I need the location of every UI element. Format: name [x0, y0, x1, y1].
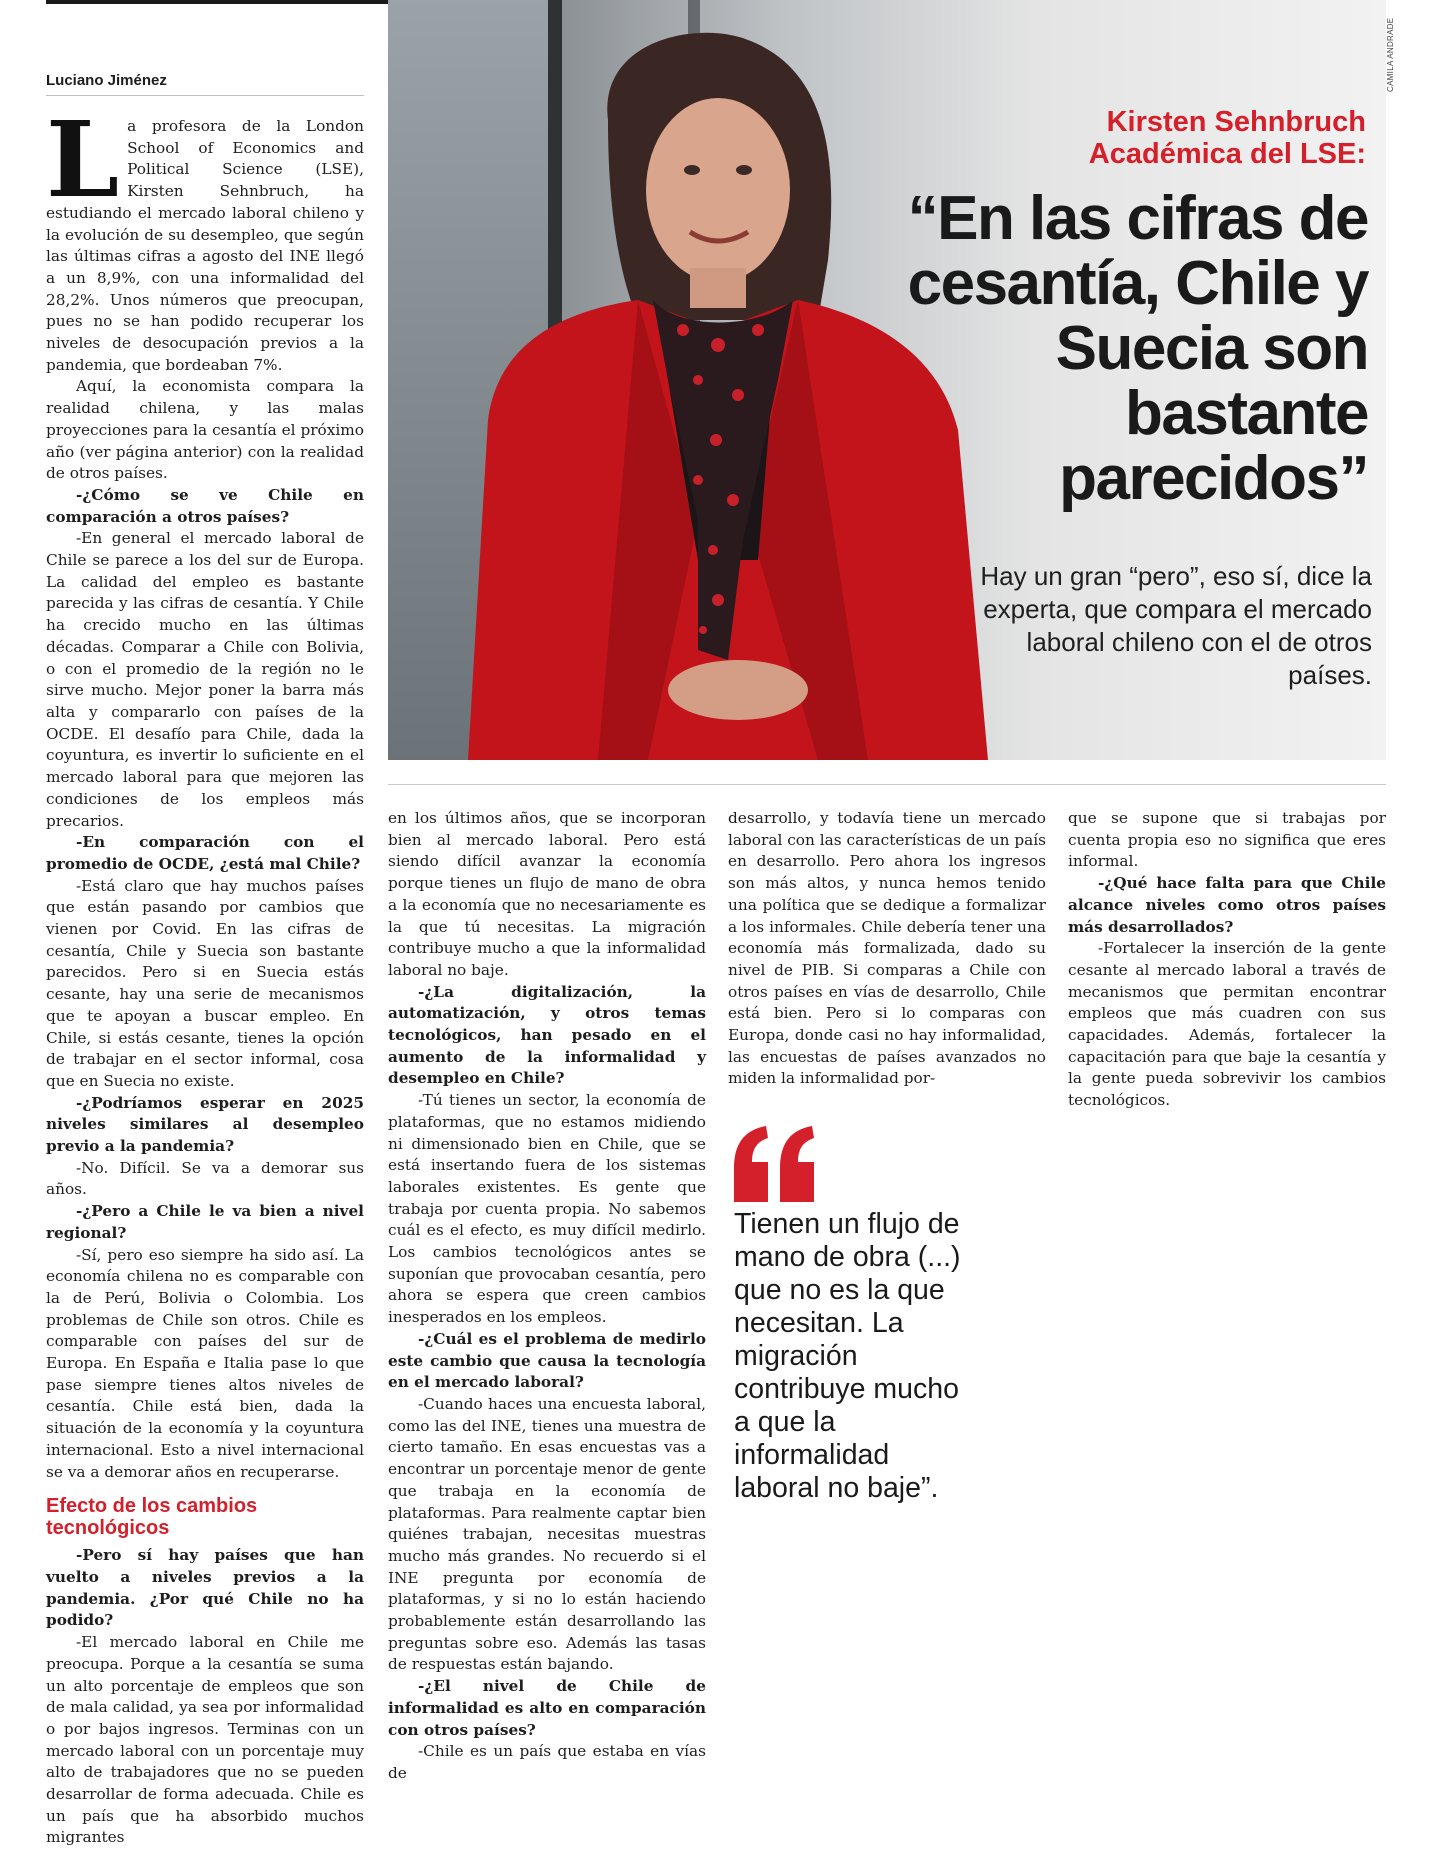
interview-answer: -El mercado laboral en Chile me preocupa. Porque a la cesantía se suma un alto porcentaje de empleos que son de mala calidad, ya sea por informalidad o por bajos ingresos. Terminas con un mercado laboral con un porcentaje muy alto de trabajadores que no se pueden desarrollar de forma adecuada. Chile es un país que ha absorbido muchos migrantes	[46, 1633, 364, 1847]
headline: “En las cifras de cesantía, Chile y Suecia son bastante parecidos”	[907, 184, 1368, 513]
drop-cap: L	[46, 98, 120, 221]
interview-answer: que se supone que si trabajas por cuenta propia eso no significa que eres informal.	[1068, 809, 1386, 871]
pull-quote: Tienen un flujo de mano de obra (...) que no es la que necesitan. La migración contribuye mucho a que la informalidad laboral no baje”.	[734, 1208, 961, 1504]
article-column-4	[1068, 808, 1386, 1112]
photo-credit: CAMILA ANDRADE	[1386, 17, 1395, 92]
interview-answer: -Fortalecer la inserción de la gente cesante al mercado laboral a través de mecanismos que permitan encontrar empleos que más cuadren con sus capacidades. Además, fortalecer la capacitación para que baje la cesantía y la gente pueda sobrevivir los cambios tecnológicos.	[1068, 939, 1386, 1110]
interview-answer: desarrollo, y todavía tiene un mercado laboral con las características de un país en desarrollo. Pero ahora los ingresos son más altos, y nunca hemos tenido una política que se dedique a formalizar a los informales. Chile debería tener una economía más formalizada, dado su nivel de PIB. Si comparas a Chile con otros países en vías de desarrollo, Chile está bien. Pero si lo comparas con Europa, donde casi no hay informalidad, las encuestas de países avanzados no miden la informalidad por-	[728, 809, 1046, 1088]
interview-question: -¿La digitalización, la automatización, y otros temas tecnológicos, han pesado en el aumento de la informalidad y desempleo en Chile?	[388, 982, 706, 1088]
article-column-2	[388, 808, 706, 1785]
opening-quote-icon	[730, 1124, 820, 1204]
kicker-name: Kirsten Sehnbruch	[1106, 106, 1366, 138]
deck: Hay un gran “pero”, eso sí, dice la experta, que compara el mercado laboral chileno con el de otros países.	[980, 561, 1372, 690]
interview-answer: -Cuando haces una encuesta laboral, como las del INE, tienes una muestra de cierto tamaño. En esas encuestas vas a encontrar un porcentaje menor de gente que trabaja en la economía de plataformas. Para realmente captar bien quiénes trabajan, necesitas muestras mucho más grandes. No recuerdo si el INE pregunta por economía de plataformas, y si no lo están haciendo probablemente están desarrollando las preguntas sobre eso. Además las tasas de respuestas están bajando.	[388, 1394, 706, 1674]
interview-question: -¿Cuál es el problema de medirlo este cambio que causa la tecnología en el mercado laboral?	[388, 1329, 706, 1392]
interview-question: -¿El nivel de Chile de informalidad es alto en comparación con otros países?	[388, 1677, 706, 1739]
kicker	[900, 106, 1366, 170]
article-column-1	[46, 98, 364, 1849]
section-divider	[388, 784, 1386, 785]
interview-question: -¿Podríamos esperar en 2025 niveles similares al desempleo previo a la pandemia?	[46, 1093, 364, 1156]
interview-question: -¿Qué hace falta para que Chile alcance niveles como otros países más desarrollados?	[1068, 874, 1386, 936]
interview-answer: -Chile es un país que estaba en vías de	[388, 1742, 706, 1782]
paragraph: Aquí, la economista compara la realidad chilena, y las malas proyecciones para la cesantía el próximo año (ver página anterior) con la realidad de otros países.	[46, 377, 364, 483]
paragraph: a profesora de la London School of Economics and Political Science (LSE), Kirsten Sehnbruch, ha estudiando el mercado laboral chileno y la evolución de su desempleo, que según las últimas cifras a agosto del INE llegó a un 8,9%, con una informalidad del 28,2%. Unos números que preocupan, pues no se han podido recuperar los niveles de desocupación previos a la pandemia, que bordeaban 7%.	[46, 117, 364, 374]
interview-answer: en los últimos años, que se incorporan bien al mercado laboral. Pero está siendo difícil avanzar la economía porque tienes un flujo de mano de obra a la economía que no necesariamente es la que tú necesitas. La migración contribuye mucho a que la informalidad laboral no baje.	[388, 809, 706, 979]
interview-question: -¿Pero a Chile le va bien a nivel regional?	[46, 1202, 364, 1242]
article-column-3	[728, 808, 1046, 1090]
interview-question: -Pero sí hay países que han vuelto a niveles previos a la pandemia. ¿Por qué Chile no ha podido?	[46, 1546, 364, 1630]
interview-answer: -Está claro que hay muchos países que están pasando por cambios que vienen por Covid. En las cifras de cesantía, Chile y Suecia son bastante parecidos. Pero si en Suecia estás cesante, hay una serie de mecanismos que te apoyan a buscar empleo. En Chile, si estás cesante, tienes la opción de trabajar en el sector informal, cosa que en Suecia no existe.	[46, 876, 364, 1090]
interview-answer: -No. Difícil. Se va a demorar sus años.	[46, 1158, 364, 1199]
interview-answer: -En general el mercado laboral de Chile se parece a los del sur de Europa. La calidad del empleo es bastante parecida y las cifras de cesantía. Y Chile ha crecido mucho en las últimas décadas. Comparar a Chile con Bolivia, o con el promedio de la región no le sirve mucho. Mejor poner la barra más alta y compararlo con países de la OCDE. El desafío para Chile, dada la coyuntura, es invertir lo suficiente en el mercado laboral para que mejoren las condiciones de los empleos más precarios.	[46, 529, 364, 830]
interview-question: -En comparación con el promedio de OCDE, ¿está mal Chile?	[46, 833, 364, 873]
section-subhead: Efecto de los cambios tecnológicos	[46, 1495, 258, 1540]
byline: Luciano Jiménez	[46, 72, 364, 96]
kicker-role: Académica del LSE:	[1088, 138, 1366, 170]
interview-answer: -Tú tienes un sector, la economía de plataformas, que no estamos midiendo ni dimensionado bien en Chile, que se está insertando fuera de los sistemas laborales existentes. Es gente que trabaja por cuenta propia. No sabemos cuál es el efecto, es muy difícil medirlo. Los cambios tecnológicos antes se suponían que provocaban cesantía, pero ahora se espera que creen cambios inesperados en los empleos.	[388, 1091, 706, 1327]
interview-question: -¿Cómo se ve Chile en comparación a otros países?	[46, 485, 364, 526]
interview-answer: -Sí, pero eso siempre ha sido así. La economía chilena no es comparable con la de Perú, Bolivia o Colombia. Los problemas de Chile son otros. Chile es comparable con países del sur de Europa. En España e Italia pase lo que pase siempre tienes altos niveles de cesantía. Chile está bien, dada la situación de la economía y la coyuntura internacional. Esto a nivel internacional se va a demorar años en recuperarse.	[46, 1245, 364, 1481]
